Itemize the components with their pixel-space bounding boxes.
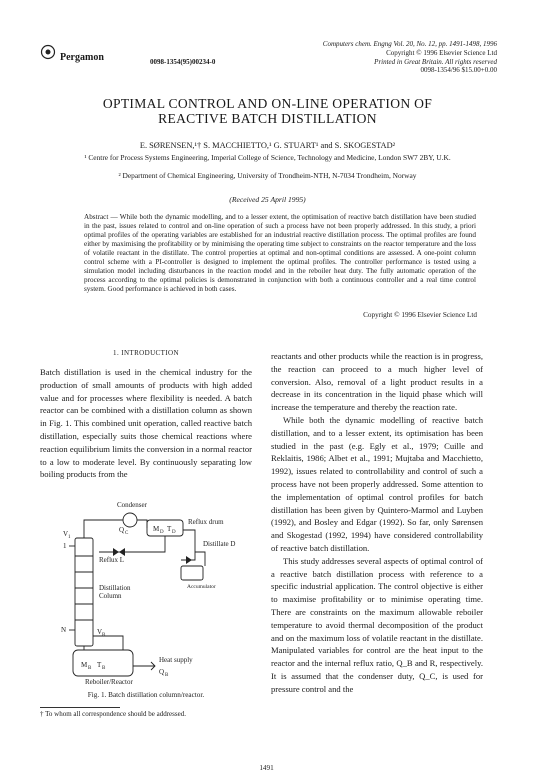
- label-qc-sub: C: [125, 531, 129, 536]
- footnote-divider: [40, 707, 120, 708]
- label-distillation: Distillation: [99, 584, 131, 592]
- label-mb: M: [81, 661, 88, 669]
- label-reflux-drum: Reflux drum: [188, 518, 224, 526]
- abstract-text: — While both the dynamic modelling, and to a lesser extent, the optimisation of reactive batch distillation have been studied in the past, issues related to control and on-line operation of such a process have not been properly addressed. In this study, a priori optimal profiles of the operating variables are established for an industrial reactive distillation process. The optimal profiles are found either by maximising the profitability or by minimising the operating time subject to constraints on the reactor temperature and the loss of volatile reactant in the distillate. The control properties at optimal and non-optimal conditions are assessed. A one-point column control scheme with a PI-controller is designed to implement the optimal profiles. The controller performance is tested using a simulation model including disturbances in the reaction model and in the reboiler heat duty. The fully automatic operation of the process according to the optimal policies is demonstrated in conjunction with both a continuous controller and a real time control system. Good performance is achieved in both cases.: [84, 213, 476, 293]
- label-tb-sub: B: [102, 666, 106, 671]
- reflux-valve-icon: [113, 548, 119, 556]
- title-line: REACTIVE BATCH DISTILLATION: [158, 111, 377, 126]
- column-shell: [75, 538, 93, 646]
- figure-caption: Fig. 1. Batch distillation column/reactor.: [87, 691, 205, 699]
- abstract: [84, 213, 476, 294]
- page-number: 1491: [259, 764, 274, 772]
- right-paragraph: This study addresses several aspects of optimal control of a reactive batch distillation process with reference to a specific industrial application. The control objective is either to maximise profitability or to minimise operating time. There are constraints on the maximum allowable reboiler temperature to avoid thermal decomposition of the product and on the maximum loss of volatile reactant in the distillate. Manipulated variables for control are the heat input to the reactor and the internal reflux ratio, Q_B and R, respectively. It is assumed that the condenser duty, Q_C, is used for pressure control and the: [271, 555, 483, 694]
- label-v1-sub: 1: [68, 535, 71, 540]
- label-tb: T: [97, 661, 102, 669]
- label-reflux: Reflux L: [99, 556, 125, 564]
- authors: E. SØRENSEN,¹† S. MACCHIETTO,¹ G. STUART¹ and S. SKOGESTAD²: [139, 141, 396, 150]
- label-reboiler: Reboiler/Reactor: [85, 678, 133, 686]
- label-distillate: Distillate D: [203, 540, 236, 548]
- right-paragraph: reactants and other products while the reaction is in progress, the reaction can proceed to a much higher level of conversion. Also, removal of a light product results in a decrease in its concentration in the liquid phase which will increase the temperature and thereby the reaction rate.: [271, 351, 483, 413]
- label-tray-1: 1: [63, 542, 67, 550]
- affiliation-2: ² Department of Chemical Engineering, University of Trondheim-NTH, N-7034 Trondheim, Norway: [118, 171, 417, 180]
- label-accumulator: Accumulator: [187, 584, 216, 590]
- label-column: Column: [99, 592, 122, 600]
- label-v1: V: [63, 530, 69, 538]
- issn: 0098-1354(95)00234-0: [150, 58, 216, 66]
- figure-batch-column: [55, 500, 245, 686]
- label-td-sub: D: [172, 530, 176, 535]
- distillate-valve-icon: [186, 556, 192, 564]
- section-heading: 1. INTRODUCTION: [113, 349, 179, 357]
- publisher-logo-icon: [40, 44, 56, 60]
- label-heat-supply: Heat supply: [159, 656, 193, 664]
- journal-info: [235, 40, 497, 75]
- intro-paragraph: Batch distillation is used in the chemical industry for the production of small amounts of products with high added value and for processes where flexibility is needed. A batch reactor can be combined with a distillation column as shown in Fig. 1. This combined unit operation, called reactive batch distillation, especially suits those chemical reactions where reaction equilibrium limits the conversion in a normal reactor to a low to moderate level. By continuously separating low boiling products from the: [40, 367, 252, 480]
- condenser-vessel: [123, 513, 137, 527]
- footnote: † To whom all correspondence should be addressed.: [40, 710, 186, 718]
- journal-line: Printed in Great Britain. All rights reserved: [374, 57, 497, 66]
- label-md: M: [153, 525, 160, 533]
- publisher-name: Pergamon: [60, 52, 104, 63]
- journal-line: 0098-1354/96 $15.00+0.00: [420, 66, 497, 75]
- title-line: OPTIMAL CONTROL AND ON-LINE OPERATION OF: [102, 96, 433, 111]
- label-vb-sub: B: [102, 633, 106, 638]
- label-mb-sub: B: [88, 666, 92, 671]
- received-date: (Received 25 April 1995): [229, 195, 306, 204]
- paper-title: [40, 96, 495, 126]
- right-paragraph: While both the dynamic modelling of reactive batch distillation, and to a lesser extent, its optimisation has been studied in the past (e.g. Egly et al., 1979; Cuille and Reklaitis, 1986; Albet et al., 1991; Mujtaba and Macchietto, 1992), issues related to controllability and control of such a process have not been properly addressed. Some attention to the implementation of optimal control profiles for batch distillation has been given by Quintero-Marmol and Luyben (1992), and Bosley and Edgar (1992). So far, only Sørensen and Skogestad (1992, 1994) have considered controllability of reactive batch distillation.: [271, 414, 483, 553]
- label-vb: V: [97, 628, 103, 636]
- label-qb-sub: B: [165, 673, 169, 678]
- journal-line: Copyright © 1996 Elsevier Science Ltd: [386, 48, 497, 57]
- abstract-copyright: Copyright © 1996 Elsevier Science Ltd: [363, 311, 477, 319]
- label-td: T: [167, 525, 172, 533]
- affiliation-1: ¹ Centre for Process Systems Engineering, Imperial College of Science, Technology and Medicine, London SW7 2BY, U.K.: [84, 153, 451, 162]
- label-md-sub: D: [160, 530, 164, 535]
- label-condenser: Condenser: [117, 501, 147, 509]
- label-qb: Q: [159, 668, 165, 676]
- abstract-label: Abstract: [84, 213, 109, 221]
- accumulator-vessel: [181, 566, 203, 580]
- journal-line: Computers chem. Engng Vol. 20, No. 12, pp. 1491-1498, 1996: [322, 40, 497, 48]
- left-column: [40, 366, 252, 481]
- right-column: [271, 350, 483, 696]
- label-qc: Q: [119, 526, 125, 534]
- label-tray-n: N: [61, 626, 67, 634]
